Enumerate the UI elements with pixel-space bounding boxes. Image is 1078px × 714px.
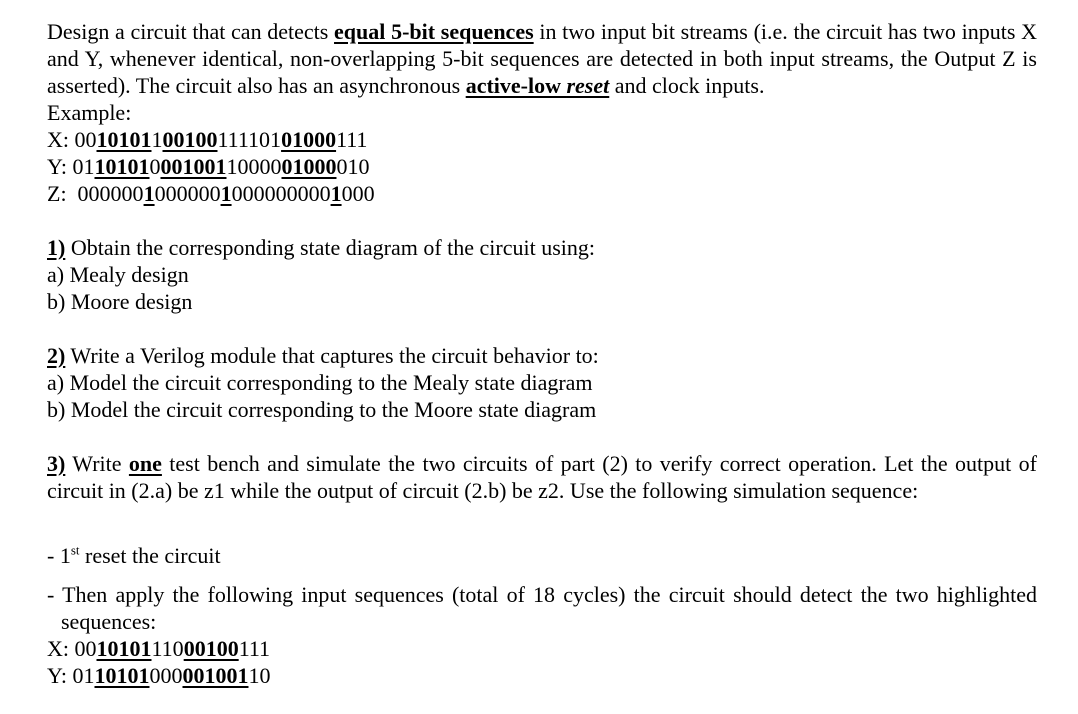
text-segment: X: 00 xyxy=(47,127,97,152)
text-segment: 10101 xyxy=(94,663,150,688)
bullet-reset xyxy=(47,542,1037,569)
text-segment: 3) xyxy=(47,451,66,476)
part2-heading xyxy=(47,342,1037,369)
text-segment: 000000 xyxy=(154,181,221,206)
text-segment: 1 xyxy=(330,181,342,206)
text-segment: active-low xyxy=(465,73,567,98)
text-segment: in two input bit streams (i.e. the circuit has two inputs X and Y, whenever identical, non-overlapping 5-bit sequences are detected in both input streams, the Output Z is asserted). The circuit also has an asynchronous xyxy=(47,19,1037,98)
sim-x-stream xyxy=(47,635,1037,662)
part2-item-a xyxy=(47,369,1037,396)
text-segment: 00100 xyxy=(183,636,239,661)
text-segment: Y: 01 xyxy=(47,154,95,179)
text-segment: 001001 xyxy=(182,663,249,688)
sim-y-stream xyxy=(47,662,1037,689)
text-segment: reset the circuit xyxy=(79,543,221,568)
text-segment: 01000 xyxy=(281,127,337,152)
text-segment: Y: 01 xyxy=(47,663,95,688)
text-segment: st xyxy=(70,542,80,558)
text-segment: Design a circuit that can detects xyxy=(47,19,335,44)
text-segment: 000 xyxy=(149,663,183,688)
text-segment: 010 xyxy=(336,154,370,179)
text-segment: 001001 xyxy=(160,154,227,179)
text-segment: - Then apply the following input sequences (total of 18 cycles) the circuit should detect the two highlighted sequences: xyxy=(47,582,1037,634)
text-segment: 00100 xyxy=(162,127,218,152)
text-segment: and clock inputs. xyxy=(609,73,765,98)
example-y-stream xyxy=(47,153,1037,180)
text-segment: 0 xyxy=(149,154,161,179)
text-segment: Example: xyxy=(47,100,132,125)
text-segment: 1 xyxy=(143,181,155,206)
text-segment: equal 5-bit sequences xyxy=(334,19,534,44)
text-segment: b) Model the circuit corresponding to the Moore state diagram xyxy=(47,397,597,422)
text-segment: 1) xyxy=(47,235,66,260)
example-z-stream xyxy=(47,180,1037,207)
text-segment: 10101 xyxy=(96,636,152,661)
text-segment: 01000 xyxy=(281,154,337,179)
text-segment: b) Moore design xyxy=(47,289,193,314)
text-segment: Write a Verilog module that captures the circuit behavior to: xyxy=(65,343,599,368)
text-segment: 1 xyxy=(151,127,163,152)
part2-item-b xyxy=(47,396,1037,423)
text-segment: reset xyxy=(566,73,610,98)
part3-paragraph xyxy=(47,450,1037,504)
text-segment: 111101 xyxy=(217,127,282,152)
part1-item-b xyxy=(47,288,1037,315)
text-segment: 000 xyxy=(341,181,375,206)
text-segment: test bench and simulate the two circuits of part (2) to verify correct operation. Let the output of circuit in (2.a) be z1 while the output of circuit (2.b) be z2. Use the following simulation sequence: xyxy=(47,451,1037,503)
text-segment: 10101 xyxy=(96,127,152,152)
text-segment: 111 xyxy=(336,127,368,152)
text-segment: 000000000 xyxy=(231,181,331,206)
text-segment: Z: 000000 xyxy=(47,181,144,206)
text-segment: X: 00 xyxy=(47,636,97,661)
text-segment: a) Model the circuit corresponding to the Mealy state diagram xyxy=(47,370,593,395)
text-segment: Obtain the corresponding state diagram of the circuit using: xyxy=(65,235,596,260)
text-segment: 2) xyxy=(47,343,66,368)
bullet-apply-sequences xyxy=(47,581,1037,635)
text-segment: Write xyxy=(65,451,129,476)
example-x-stream xyxy=(47,126,1037,153)
text-segment: 1 xyxy=(220,181,232,206)
problem-statement xyxy=(47,18,1037,99)
text-segment: 10101 xyxy=(94,154,150,179)
part1-heading xyxy=(47,234,1037,261)
text-segment: - 1 xyxy=(47,543,71,568)
part1-item-a xyxy=(47,261,1037,288)
text-segment: a) Mealy design xyxy=(47,262,189,287)
example-label xyxy=(47,99,1037,126)
text-segment: 110 xyxy=(151,636,184,661)
text-segment: one xyxy=(128,451,162,476)
text-segment: 111 xyxy=(238,636,271,661)
text-segment: 10 xyxy=(248,663,271,688)
text-segment: 10000 xyxy=(226,154,282,179)
